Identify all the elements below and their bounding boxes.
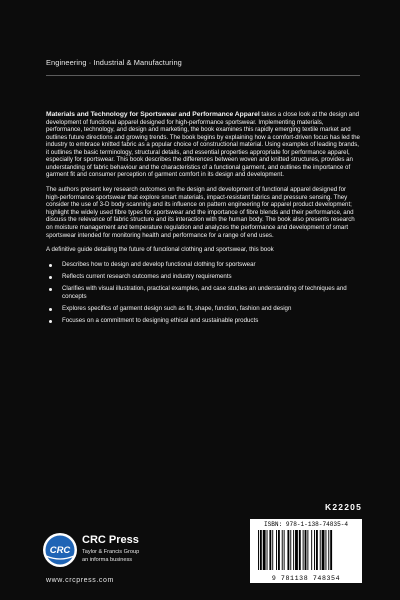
publisher-subtitle: an informa business xyxy=(82,557,133,563)
crc-logo-icon xyxy=(42,532,78,568)
catalog-code: K22205 xyxy=(325,502,362,512)
publisher-group: Taylor & Francis Group xyxy=(82,549,140,555)
header-divider xyxy=(46,75,360,76)
feature-text: Describes how to design and develop functional clothing for sportswear xyxy=(62,261,256,269)
publisher-name: CRC Press xyxy=(82,534,139,546)
feature-item xyxy=(46,317,361,325)
isbn-label: ISBN: 978-1-138-74835-4 xyxy=(263,521,349,528)
logo-text: CRC xyxy=(49,545,71,556)
description-paragraph-1 xyxy=(46,111,361,179)
feature-text: Explores specifics of garment design such as fit, shape, function, fashion and design xyxy=(62,305,292,313)
barcode xyxy=(250,519,362,583)
feature-text: Reflects current research outcomes and industry requirements xyxy=(62,273,232,281)
bullet-icon xyxy=(49,288,52,291)
bullet-icon xyxy=(49,264,52,267)
feature-item xyxy=(46,261,361,269)
bullet-icon xyxy=(49,276,52,279)
description-paragraph-3: A definitive guide detailing the future of functional clothing and sportswear, this book xyxy=(46,246,274,254)
feature-item xyxy=(46,273,361,281)
book-title: Materials and Technology for Sportswear and Performance Apparel xyxy=(46,111,260,118)
feature-item xyxy=(46,305,361,313)
bullet-icon xyxy=(49,308,52,311)
back-cover-text xyxy=(46,111,361,329)
subject-category: Engineering · Industrial & Manufacturing xyxy=(46,58,182,67)
feature-list xyxy=(46,261,361,325)
barcode-bars xyxy=(258,530,356,570)
publisher-url: www.crcpress.com xyxy=(46,577,114,584)
bullet-icon xyxy=(49,320,52,323)
description-paragraph-2: The authors present key research outcomes on the design and development of functional apparel designed for high-performance sportswear that explore smart materials, impact-resistant fabrics and pressure sensing. They consider the use of 3-D body scanning and its influence on pattern engineering for apparel product development; highlight the widely used fibre types for sportswear and the importance of fibre blends and their performance, and discuss the relevance of fabric structure and its interaction with the human body. The book also presents research on moisture management and temperature regulation and analyzes the performance and development of smart sportswear intended for monitoring health and performance for a range of end uses. xyxy=(46,186,355,239)
barcode-number: 9 781138 748354 xyxy=(271,575,341,582)
description-text-1: takes a close look at the design and development of functional apparel designed for high-performance sportswear. Implementing materials, performance, technology, and design and marketing, the book examines this rapidly emerging textile market and outlines future directions and growing trends. The book begins by explaining how a comfort-driven focus has led the industry to embrace knitted fabric as a popular choice of constructional material. Using examples of leading brands, it outlines the basic terminology, structural details, and essential properties appropriate for performance apparel, especially for sportswear. This book describes the differences between woven and knitted structures, provides an understanding of fabric behaviour and the characteristics of a functional garment, and outlines the importance of garment fit and consumer perception of garment comfort in its design and development. xyxy=(46,111,360,179)
feature-text: Focuses on a commitment to designing ethical and sustainable products xyxy=(62,317,259,325)
feature-text: Clarifies with visual illustration, practical examples, and case studies an understanding of techniques and concepts xyxy=(62,285,347,301)
feature-item xyxy=(46,285,361,300)
